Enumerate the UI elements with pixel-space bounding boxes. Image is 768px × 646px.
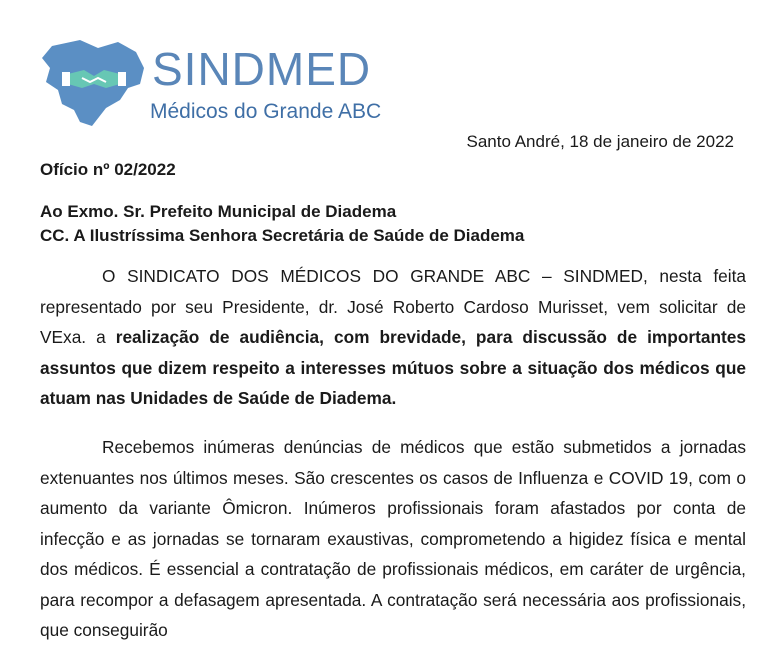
- cc-line: CC. A Ilustríssima Senhora Secretária de Saúde de Diadema: [40, 226, 525, 245]
- addressee-block: [40, 200, 524, 248]
- paragraph-request: [40, 261, 746, 414]
- recipient-line: Ao Exmo. Sr. Prefeito Municipal de Diadema: [40, 202, 397, 221]
- oficio-number: Ofício nº 02/2022: [40, 160, 176, 179]
- logo-subtitle: Médicos do Grande ABC: [150, 100, 382, 123]
- paragraph-request-text: O SINDICATO DOS MÉDICOS DO GRANDE ABC – SINDMED, nesta feita representado por seu Presidente, dr. José Roberto Cardoso Murisset, vem solicitar de VExa. a: [40, 266, 746, 347]
- date-line: Santo André, 18 de janeiro de 2022: [466, 132, 734, 151]
- paragraph-request-bold: realização de audiência, com brevidade, para discussão de importantes assuntos que dizem respeito a interesses mútuos sobre a situação dos médicos que atuam nas Unidades de Saúde de Diadema.: [40, 327, 747, 408]
- sindmed-logo: [40, 38, 382, 138]
- logo-name: SINDMED: [152, 43, 372, 95]
- abc-region-map-icon: [40, 38, 148, 130]
- paragraph-complaints: Recebemos inúmeras denúncias de médicos que estão submetidos a jornadas extenuantes nos últimos meses. São crescentes os casos de Influenza e COVID 19, com o aumento da variante Ômicron. Inúmeros profissionais foram afastados por conta de infecção e as jornadas se tornaram exaustivas, comprometendo a higidez física e mental dos médicos. É essencial a contratação de profissionais médicos, em caráter de urgência, para recompor a defasagem apresentada. A contratação será necessária aos profissionais, que conseguirão: [40, 437, 746, 640]
